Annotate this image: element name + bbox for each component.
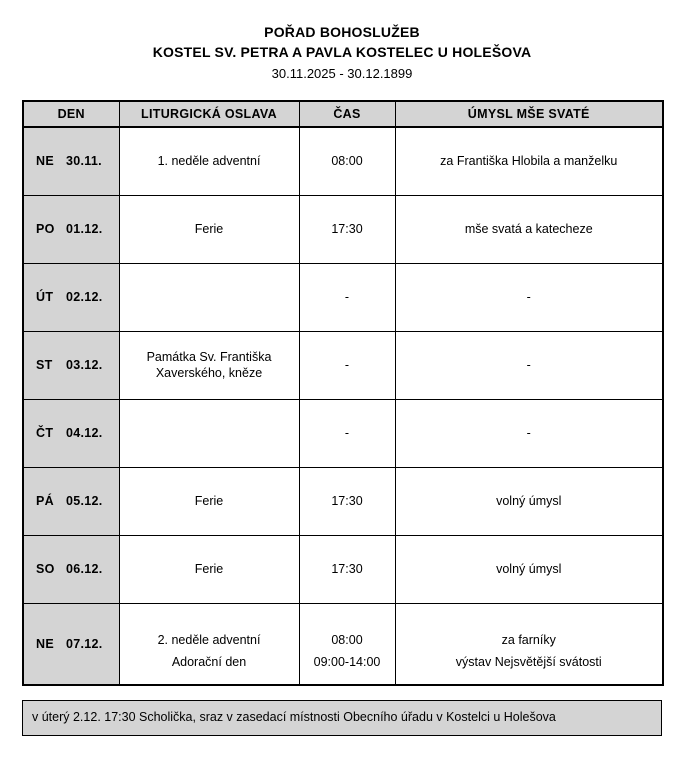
cell-intention: mše svatá a katecheze	[395, 195, 663, 263]
table-header	[23, 101, 663, 127]
cell-time: 09:00-14:00	[299, 650, 395, 685]
cell-intention: za farníky	[395, 603, 663, 650]
document-header	[0, 0, 684, 84]
schedule-table	[22, 100, 664, 686]
cell-intention: -	[395, 263, 663, 331]
cell-day	[23, 399, 119, 467]
table-header-row	[23, 101, 663, 127]
cell-celebration	[119, 263, 299, 331]
column-header-time: ČAS	[299, 101, 395, 127]
cell-celebration: Ferie	[119, 467, 299, 535]
day-date: 30.11.	[66, 154, 102, 169]
table-row	[23, 603, 663, 650]
cell-time: -	[299, 331, 395, 399]
cell-day	[23, 195, 119, 263]
column-header-celebration: LITURGICKÁ OSLAVA	[119, 101, 299, 127]
cell-celebration: 2. neděle adventní	[119, 603, 299, 650]
schedule-table-wrapper	[22, 100, 662, 686]
cell-celebration: 1. neděle adventní	[119, 127, 299, 195]
table-row	[23, 535, 663, 603]
cell-intention: výstav Nejsvětější svátosti	[395, 650, 663, 685]
cell-day	[23, 535, 119, 603]
day-of-week: NE	[36, 154, 54, 169]
day-of-week: ČT	[36, 426, 54, 440]
cell-time: -	[299, 263, 395, 331]
cell-intention: -	[395, 399, 663, 467]
day-of-week: NE	[36, 637, 54, 651]
cell-intention: volný úmysl	[395, 467, 663, 535]
table-body	[23, 127, 663, 685]
cell-time: 17:30	[299, 195, 395, 263]
footer-note: v úterý 2.12. 17:30 Scholička, sraz v zasedací místnosti Obecního úřadu v Kostelci u Holešova	[22, 700, 662, 736]
table-row	[23, 650, 663, 685]
cell-celebration: Památka Sv. Františka Xaverského, kněze	[119, 331, 299, 399]
day-date: 01.12.	[66, 222, 103, 236]
date-range: 30.11.2025 - 30.12.1899	[271, 66, 413, 81]
table-row	[23, 195, 663, 263]
cell-day	[23, 467, 119, 535]
day-date: 05.12.	[66, 494, 103, 508]
cell-celebration: Ferie	[119, 195, 299, 263]
day-date: 07.12.	[66, 637, 103, 651]
cell-day	[23, 127, 119, 195]
cell-day	[23, 263, 119, 331]
cell-day	[23, 331, 119, 399]
cell-day	[23, 603, 119, 685]
cell-celebration: Adorační den	[119, 650, 299, 685]
cell-time: 17:30	[299, 467, 395, 535]
table-row	[23, 263, 663, 331]
day-of-week: ST	[36, 358, 53, 372]
cell-celebration	[119, 399, 299, 467]
cell-intention: za Františka Hlobila a manželku	[395, 127, 663, 195]
day-date: 03.12.	[66, 358, 103, 372]
page-title: POŘAD BOHOSLUŽEB	[264, 24, 420, 40]
page-subtitle: KOSTEL SV. PETRA A PAVLA KOSTELEC U HOLEŠOVA	[152, 44, 532, 60]
cell-intention: volný úmysl	[395, 535, 663, 603]
table-row	[23, 127, 663, 195]
day-date: 02.12.	[66, 290, 103, 304]
cell-celebration: Ferie	[119, 535, 299, 603]
column-header-intention: ÚMYSL MŠE SVATÉ	[395, 101, 663, 127]
table-row	[23, 399, 663, 467]
table-row	[23, 467, 663, 535]
cell-intention: -	[395, 331, 663, 399]
cell-time: 17:30	[299, 535, 395, 603]
column-header-day: DEN	[23, 101, 119, 127]
cell-time: 08:00	[299, 127, 395, 195]
day-of-week: PÁ	[36, 494, 54, 508]
table-row	[23, 331, 663, 399]
day-of-week: SO	[36, 562, 55, 576]
cell-time: 08:00	[299, 603, 395, 650]
day-of-week: ÚT	[36, 290, 54, 304]
day-date: 06.12.	[66, 562, 103, 576]
cell-time: -	[299, 399, 395, 467]
day-of-week: PO	[36, 222, 55, 236]
day-date: 04.12.	[66, 426, 103, 440]
